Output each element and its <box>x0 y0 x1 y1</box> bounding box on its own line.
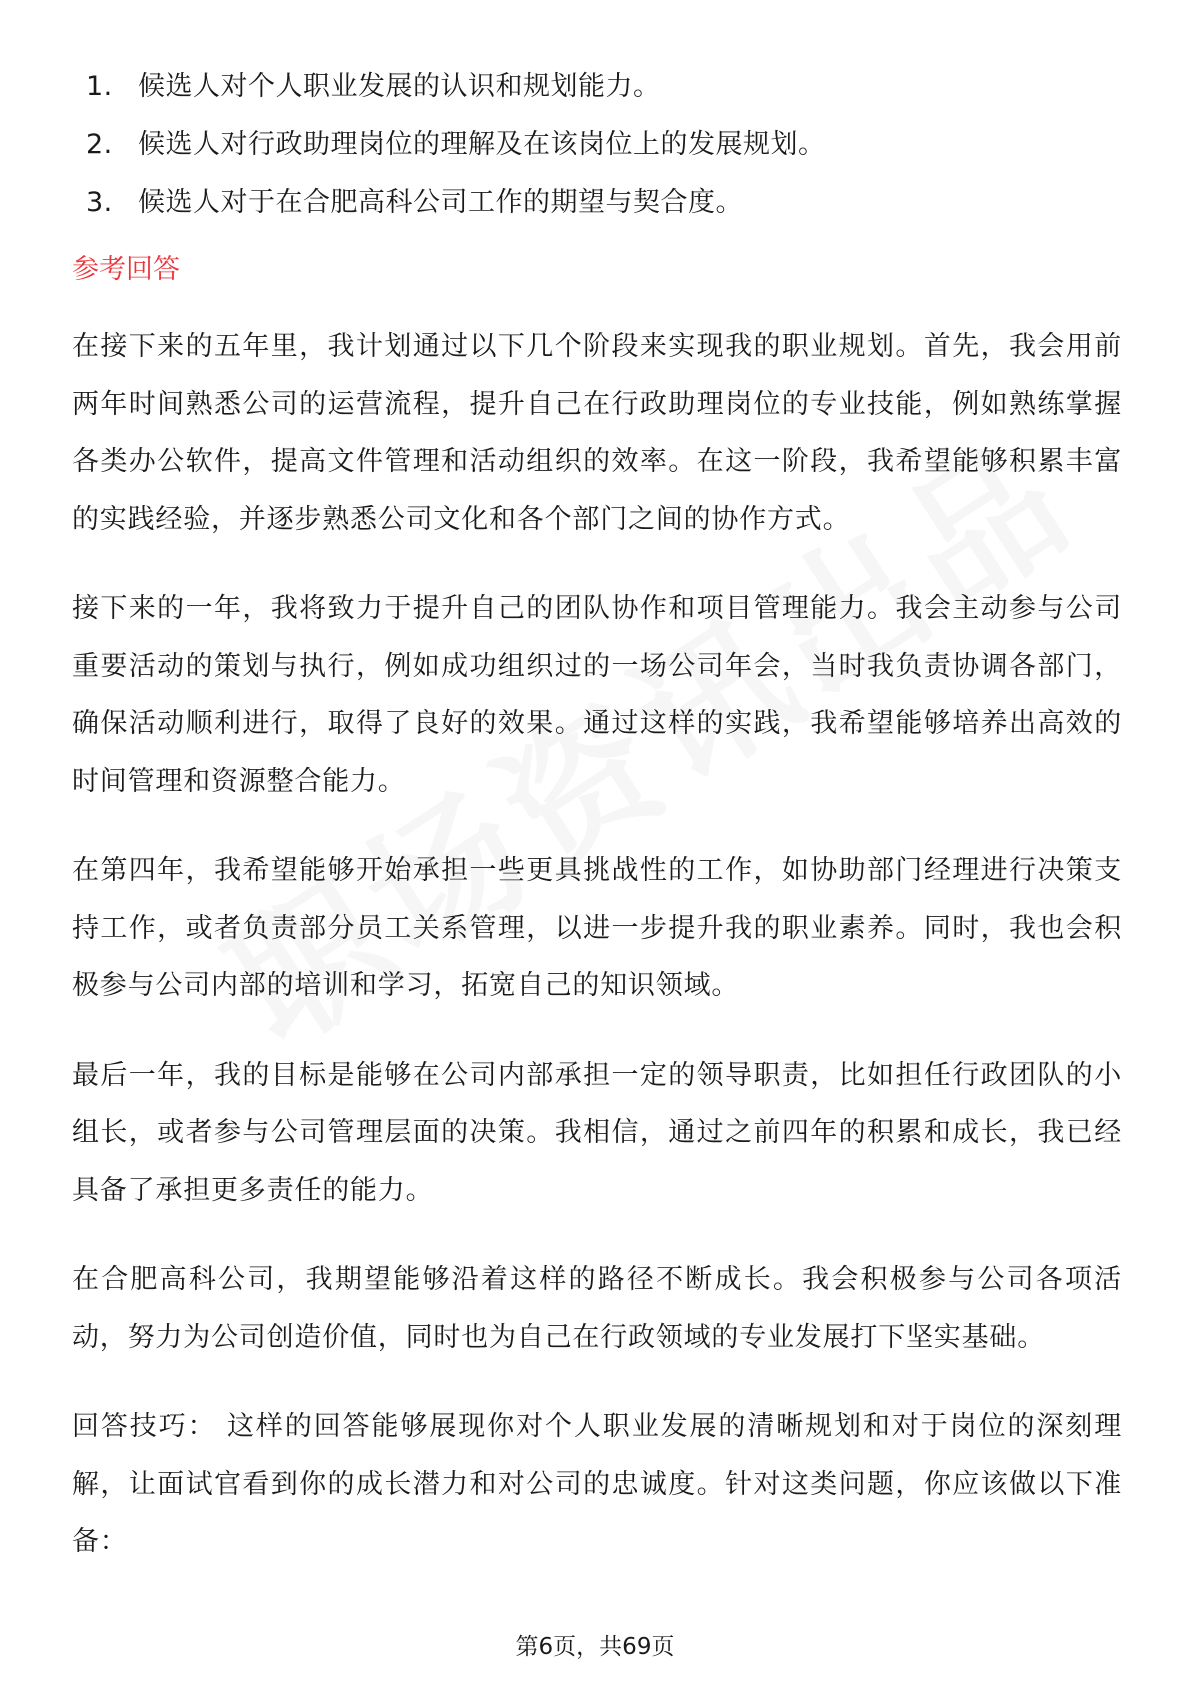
list-item-text: 候选人对于在合肥高科公司工作的期望与契合度。 <box>138 187 743 218</box>
answer-paragraph: 在合肥高科公司，我期望能够沿着这样的路径不断成长。我会积极参与公司各项活动，努力为公司创造价值，同时也为自己在行政领域的专业发展打下坚实基础。 <box>72 1264 1122 1353</box>
list-item-text: 候选人对行政助理岗位的理解及在该岗位上的发展规划。 <box>138 129 826 160</box>
answer-paragraph: 接下来的一年，我将致力于提升自己的团队协作和项目管理能力。我会主动参与公司重要活动的策划与执行，例如成功组织过的一场公司年会，当时我负责协调各部门，确保活动顺利进行，取得了良好的效果。通过这样的实践，我希望能够培养出高效的时间管理和资源整合能力。 <box>72 593 1122 797</box>
list-item-number: 3. <box>86 187 113 218</box>
answer-tips-paragraph: 回答技巧： 这样的回答能够展现你对个人职业发展的清晰规划和对于岗位的深刻理解，让面试官看到你的成长潜力和对公司的忠诚度。针对这类问题，你应该做以下准备： <box>72 1411 1122 1557</box>
answer-paragraph: 在接下来的五年里，我计划通过以下几个阶段来实现我的职业规划。首先，我会用前两年时间熟悉公司的运营流程，提升自己在行政助理岗位的专业技能，例如熟练掌握各类办公软件，提高文件管理和活动组织的效率。在这一阶段，我希望能够积累丰富的实践经验，并逐步熟悉公司文化和各个部门之间的协作方式。 <box>72 331 1122 535</box>
answer-paragraph: 最后一年，我的目标是能够在公司内部承担一定的领导职责，比如担任行政团队的小组长，或者参与公司管理层面的决策。我相信，通过之前四年的积累和成长，我已经具备了承担更多责任的能力。 <box>72 1059 1122 1206</box>
evaluation-points-list <box>72 58 1122 232</box>
list-item-number: 1. <box>86 71 113 102</box>
page-content <box>72 58 1122 1603</box>
answer-paragraph: 在第四年，我希望能够开始承担一些更具挑战性的工作，如协助部门经理进行决策支持工作，或者负责部分员工关系管理，以进一步提升我的职业素养。同时，我也会积极参与公司内部的培训和学习，拓宽自己的知识领域。 <box>72 855 1122 1001</box>
list-item <box>72 58 1122 116</box>
list-item-number: 2. <box>86 129 113 160</box>
page-number: 第6页，共69页 <box>515 1634 675 1660</box>
list-item <box>72 116 1122 174</box>
section-title: 参考回答 <box>72 254 180 285</box>
list-item-text: 候选人对个人职业发展的认识和规划能力。 <box>138 71 661 102</box>
list-item <box>72 174 1122 232</box>
